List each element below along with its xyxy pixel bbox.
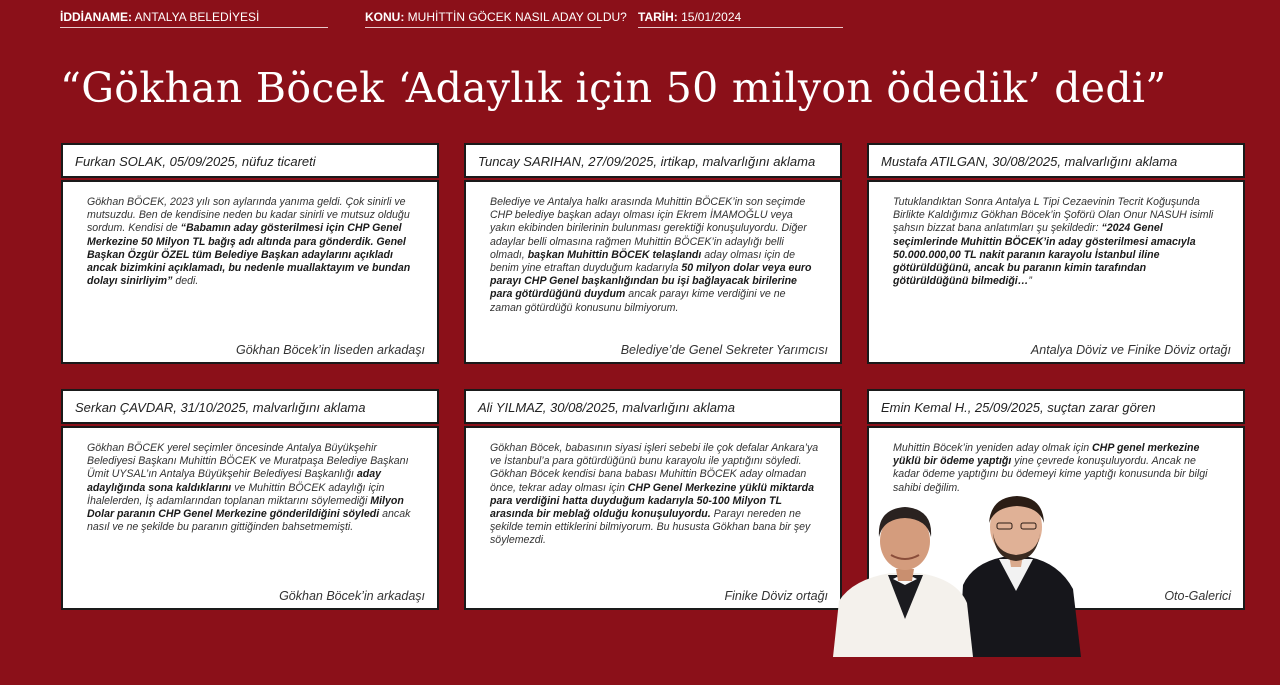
card-text — [490, 442, 820, 548]
konu-meta — [365, 10, 627, 24]
konu-value: MUHİTTİN GÖCEK NASIL ADAY OLDU? — [407, 10, 627, 24]
tarih-label: TARİH: — [638, 10, 678, 24]
card-text — [87, 196, 417, 288]
card-text-segment: Muhittin Böcek’in yeniden aday olmak için — [893, 442, 1093, 454]
card-text-segment: Gökhan Böcek, babasının siyasi işleri sebebi ile çok defalar Ankara’ya ve İstanbul’a para götürdüğünü bunu karayolu ile yaptığını söyledi. Gökhan Böcek kendisi bana babası Muhittin BÖCEK aday olmadan önce, tekrar aday olması için — [490, 442, 819, 494]
iddianame-meta — [60, 10, 259, 24]
card-footer: Finike Döviz ortağı — [724, 589, 828, 603]
card-body — [61, 180, 439, 364]
card-footer: Belediye’de Genel Sekreter Yarımcısı — [620, 343, 828, 357]
card-footer: Antalya Döviz ve Finike Döviz ortağı — [1030, 343, 1231, 357]
card-text-segment: Tutuklandıktan Sonra Antalya L Tipi Cezaevinin Tecrit Koğuşunda Birlikte Kaldığımız Gökhan Böcek’in Şoförü Olan Onur NASUH isimli şahsın bizzat bana anlatımları şu şekildedir: — [893, 196, 1214, 235]
testimony-card — [464, 143, 842, 364]
card-text — [893, 442, 1223, 495]
card-footer: Oto-Galerici — [1164, 589, 1231, 603]
card-header: Tuncay SARIHAN, 27/09/2025, irtikap, malvarlığını aklama — [464, 143, 842, 178]
card-text-emphasis: CHP Genel Merkezine yüklü miktarda para verdiğini hatta duyduğum kadarıyla 50-100 Milyon TL arasında bir meblağ olduğu konuşuluyordu. — [490, 481, 815, 521]
card-body — [867, 180, 1245, 364]
tarih-underline — [638, 27, 843, 28]
card-text-segment: yine çevrede konuşuluyordu. Ancak ne kadar ödeme yaptığını bu ödemeyi kime yaptığı konusunda bir bilgi sahibi değilim. — [893, 455, 1208, 494]
card-text-emphasis: “2024 Genel seçimlerinde Muhittin BÖCEK’in aday gösterilmesi amacıyla 50.000.000,00 TL nakit paranın karayolu İstanbul iline götürüldüğünü, ancak bu paranın kimin tarafından götürüldüğünü bilmediği… — [893, 222, 1196, 288]
konu-underline — [365, 27, 601, 28]
testimony-card — [464, 389, 842, 610]
young-man-figure — [959, 496, 1081, 657]
card-text-segment: ve Muhittin BÖCEK adaylığı için İhalelerden, İş adamlarından toplanan miktarını söylemediği — [87, 481, 385, 507]
card-footer: Gökhan Böcek’in arkadaşı — [279, 589, 425, 603]
card-text-segment: Gökhan BÖCEK, 2023 yılı son aylarında yanıma geldi. Çok sinirli ve mutsuzdu. Ben de kendisine neden bu kadar sinirli ve mutsuz olduğu sordum. Kendisi de — [87, 196, 410, 235]
people-photo-illustration — [833, 493, 1085, 657]
iddianame-label: İDDİANAME: — [60, 10, 132, 24]
tarih-value: 15/01/2024 — [681, 10, 742, 24]
card-text-segment: Parayı nereden ne şekilde temin ettiklerini bilmiyorum. Bu hususta Gökhan bana bir şey söylemezdi. — [490, 508, 811, 547]
card-text — [893, 196, 1223, 288]
card-text — [490, 196, 820, 315]
card-text-segment: ancak nasıl ve ne şekilde bu paranın gittiğinden bahsetmemişti. — [87, 508, 411, 534]
testimony-card — [61, 143, 439, 364]
card-header: Ali YILMAZ, 30/08/2025, malvarlığını aklama — [464, 389, 842, 424]
card-text-emphasis: aday adaylığında sona kaldıklarını — [87, 468, 382, 494]
card-text-emphasis: Milyon Dolar paranın CHP Genel Merkezine gönderildiğini söyledi — [87, 494, 404, 521]
card-header: Emin Kemal H., 25/09/2025, suçtan zarar gören — [867, 389, 1245, 424]
meta-bar — [0, 0, 1280, 30]
older-man-figure — [833, 507, 973, 657]
people-photo — [833, 493, 1085, 657]
card-body — [464, 180, 842, 364]
card-text-segment: ” — [1028, 275, 1032, 288]
card-text-emphasis: 50 milyon dolar veya euro parayı CHP Genel başkanlığından bu işi bağlayacak birilerine para götürdüğünü duydum — [490, 262, 812, 301]
tarih-meta — [638, 10, 741, 24]
testimony-card — [867, 143, 1245, 364]
card-header: Furkan SOLAK, 05/09/2025, nüfuz ticareti — [61, 143, 439, 178]
card-text-segment: ancak parayı kime verdiğini ve ne zaman götürdüğü konusunu bilmiyorum. — [490, 288, 786, 314]
card-body — [61, 426, 439, 610]
card-body — [464, 426, 842, 610]
testimony-card — [61, 389, 439, 610]
card-header: Mustafa ATILGAN, 30/08/2025, malvarlığını aklama — [867, 143, 1245, 178]
card-header: Serkan ÇAVDAR, 31/10/2025, malvarlığını aklama — [61, 389, 439, 424]
card-text-emphasis: CHP genel merkezine yüklü bir ödeme yaptığı — [893, 442, 1200, 468]
page-title: “Gökhan Böcek ‘Adaylık için 50 milyon ödedik’ dedi” — [60, 64, 1167, 112]
konu-label: KONU: — [365, 10, 405, 24]
card-text-segment: dedi. — [172, 275, 199, 288]
card-text-segment: Belediye ve Antalya halkı arasında Muhittin BÖCEK’in son seçimde CHP belediye başkan adayı olması için Ekrem İMAMOĞLU veya yakın ekibinden birilerinin bulunması gerektiği konuşuluyordu. Diğer adaylar belli olmasına rağmen Muhittin BÖCEK’in adaylığı belli olmadı, — [490, 196, 807, 261]
card-text-segment: Gökhan BÖCEK yerel seçimler öncesinde Antalya Büyükşehir Belediyesi Başkanı Muhittin BÖCEK ve Muratpaşa Belediye Başkanı Ümit UYSAL’ın Antalya Büyükşehir Belediyesi Başkanlığı — [87, 442, 409, 481]
card-text-emphasis: başkan Muhittin BÖCEK telaşlandı — [527, 248, 702, 261]
card-footer: Gökhan Böcek’in liseden arkadaşı — [235, 343, 425, 357]
iddianame-underline — [60, 27, 328, 28]
card-text-emphasis: “Babamın aday gösterilmesi için CHP Genel Merkezine 50 Milyon TL bağış adı altında para gönderdik. Genel Başkan Özgür ÖZEL tüm Belediye Başkan adaylarını açıkladı ancak bizimkini açıklamadı, bu nedenle muallaktayım ve bundan dolayı sinirliyim” — [87, 222, 411, 288]
iddianame-value: ANTALYA BELEDİYESİ — [134, 10, 260, 24]
card-text-segment: aday olması için de benim yine etraftan duyduğum kadarıyla — [490, 248, 795, 275]
card-text — [87, 442, 417, 534]
